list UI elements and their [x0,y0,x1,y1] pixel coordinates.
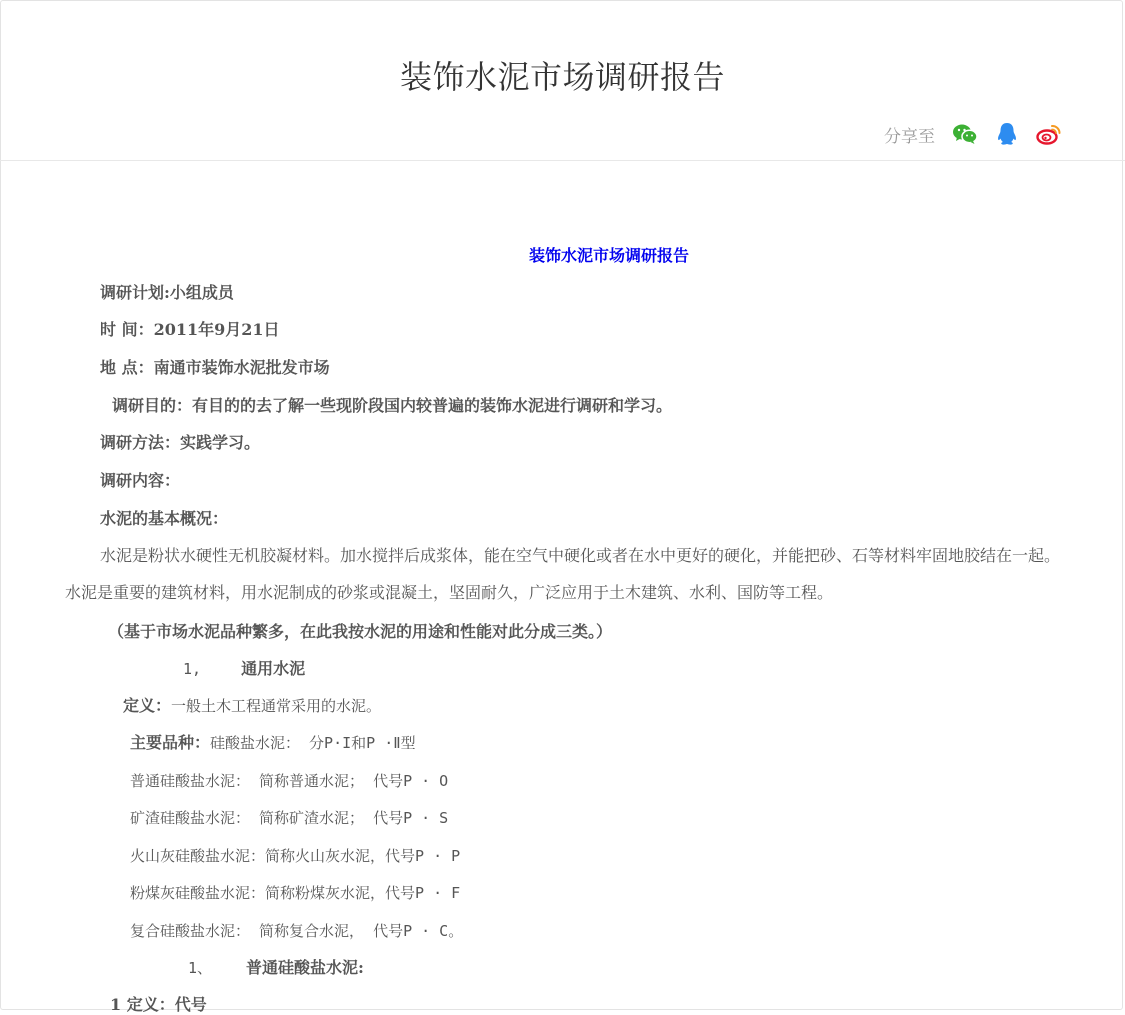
section-2-heading [188,958,364,978]
types-line [130,733,416,753]
section-1-title: 通用水泥 [241,659,306,678]
article-header [0,0,1125,161]
time-label: 时 间： [100,320,154,339]
section-2-title: 普通硅酸盐水泥: [246,958,364,977]
document-title: 装饰水泥市场调研报告 [528,246,689,265]
page-title: 装饰水泥市场调研报告 [399,58,725,96]
cut-off-line: 1 定义：代号 [110,995,207,1014]
section-1-number: 1, [183,660,202,678]
wechat-icon[interactable] [951,120,979,148]
weibo-icon[interactable] [1035,120,1063,148]
research-method: 调研方法：实践学习。 [100,433,261,452]
definition-text: 一般土木工程通常采用的水泥。 [171,697,382,715]
type-item: 火山灰硅酸盐水泥：简称火山灰水泥，代号P · P [130,847,461,865]
types-label: 主要品种： [130,733,211,752]
types-text: 硅酸盐水泥： 分P·I和P ·Ⅱ型 [210,734,416,752]
research-place: 地 点：南通市装饰水泥批发市场 [100,358,330,377]
share-label: 分享至 [884,126,935,147]
category-note: （基于市场水泥品种繁多，在此我按水泥的用途和性能对此分成三类。） [108,622,613,641]
type-item: 普通硅酸盐水泥： 简称普通水泥； 代号P · O [130,772,449,790]
research-time [100,320,280,340]
type-item: 复合硅酸盐水泥： 简称复合水泥， 代号P · C。 [130,922,464,940]
definition-line [123,696,381,716]
overview-paragraph: 水泥是粉状水硬性无机胶凝材料。加水搅拌后成浆体，能在空气中硬化或者在水中更好的硬化，并能把砂、石等材料牢固地胶结在一起。水泥是重要的建筑材料，用水泥制成的砂浆或混凝土，坚固耐久，广泛应用于土木建筑、水利、国防等工程。 [65,546,1061,602]
type-item: 矿渣硅酸盐水泥： 简称矿渣水泥； 代号P · S [130,809,449,827]
definition-label: 定义： [123,696,172,715]
section-1-heading [183,659,305,679]
overview-heading: 水泥的基本概况： [100,509,229,528]
type-item: 粉煤灰硅酸盐水泥：简称粉煤灰水泥，代号P · F [130,884,461,902]
research-purpose: 调研目的：有目的的去了解一些现阶段国内较普遍的装饰水泥进行调研和学习。 [112,396,673,415]
qq-icon[interactable] [993,120,1021,148]
time-value: 2011年9月21日 [153,320,280,339]
section-2-number: 1、 [188,959,213,977]
research-content-heading: 调研内容： [100,471,181,490]
research-plan: 调研计划:小组成员 [100,283,234,302]
share-bar [884,120,1063,148]
